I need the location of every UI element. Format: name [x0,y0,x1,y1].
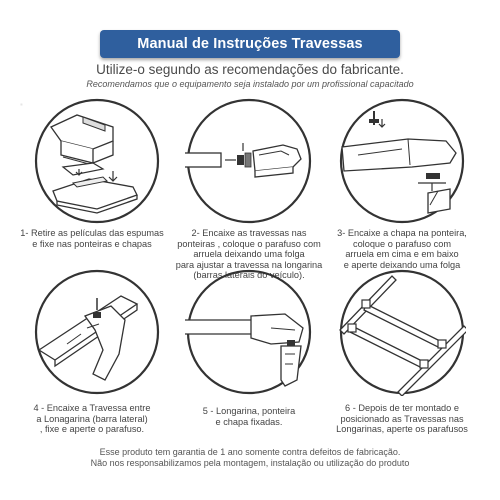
step-5-caption [169,406,329,427]
step-2-caption-line: arruela deixando uma folga [193,249,305,260]
step-6-illustration [338,268,466,396]
step-4-caption-line: 4 - Encaixe a Travessa entre [33,403,151,413]
page-title: Manual de Instruções Travessas [137,36,363,52]
step-2-caption-line: ponteiras , coloque o parafuso com [177,238,321,249]
step-4-caption-line: , fixe e aperte o parafuso. [39,424,145,435]
step-1-caption-line: e fixe nas ponteiras e chapas [32,238,152,249]
step-4-caption [12,403,172,435]
step-3-caption-line: arruela em cima e em baixo [345,249,459,260]
step-4-illustration [33,268,161,396]
title-banner [100,30,400,58]
step-2-illustration [185,97,313,225]
watermark: ▪ [20,100,23,109]
step-5-illustration [185,268,313,396]
mounted-endcap-icon [185,268,313,396]
step-1-caption-line: 1- Retire as películas das espumas [20,228,164,238]
rack-frame-icon [338,268,466,396]
step-3-caption-line: e aperte deixando uma folga [343,259,461,270]
step-1-illustration [33,97,161,225]
step-6-caption-line: Longarinas, aperte os parafusos [336,424,468,435]
step-6-caption [322,403,482,435]
step-6-caption-line: posicionado as Travessas nas [340,413,464,424]
step-6-caption-line: 6 - Depois de ter montado e [345,403,459,413]
bracket-plate-icon [338,97,466,225]
step-3-caption-line: 3- Encaixe a chapa na ponteira, [337,228,467,238]
step-3-caption [322,228,482,270]
warranty-note: Esse produto tem garantia de 1 ano somente contra defeitos de fabricação. [99,447,401,457]
step-4-caption-line: a Lonagarina (barra lateral) [36,413,148,424]
step-2-caption-line: 2- Encaixe as travessas nas [191,228,307,238]
step-5-caption-line: e chapa fixadas. [215,416,283,427]
step-5-caption-line: 5 - Longarina, ponteira [202,406,296,416]
foam-pad-icon [33,97,161,225]
step-2-caption-line: para ajustar a travessa na longarina [175,259,323,270]
step-3-illustration [338,97,466,225]
step-3-caption-line: coloque o parafuso com [352,238,452,249]
rail-clamp-icon [33,268,161,396]
crossbar-endcap-icon [185,97,313,225]
installation-note: Recomendamos que o equipamento seja instalado por um profissional capacitado [86,79,414,89]
subtitle: Utilize-o segundo as recomendações do fabricante. [96,62,404,77]
step-2-caption-line: (barras laterais do veículo). [193,270,305,281]
step-1-caption [12,228,172,249]
liability-note: Não nos responsabilizamos pela montagem, instalação ou utilização do produto [90,458,410,468]
